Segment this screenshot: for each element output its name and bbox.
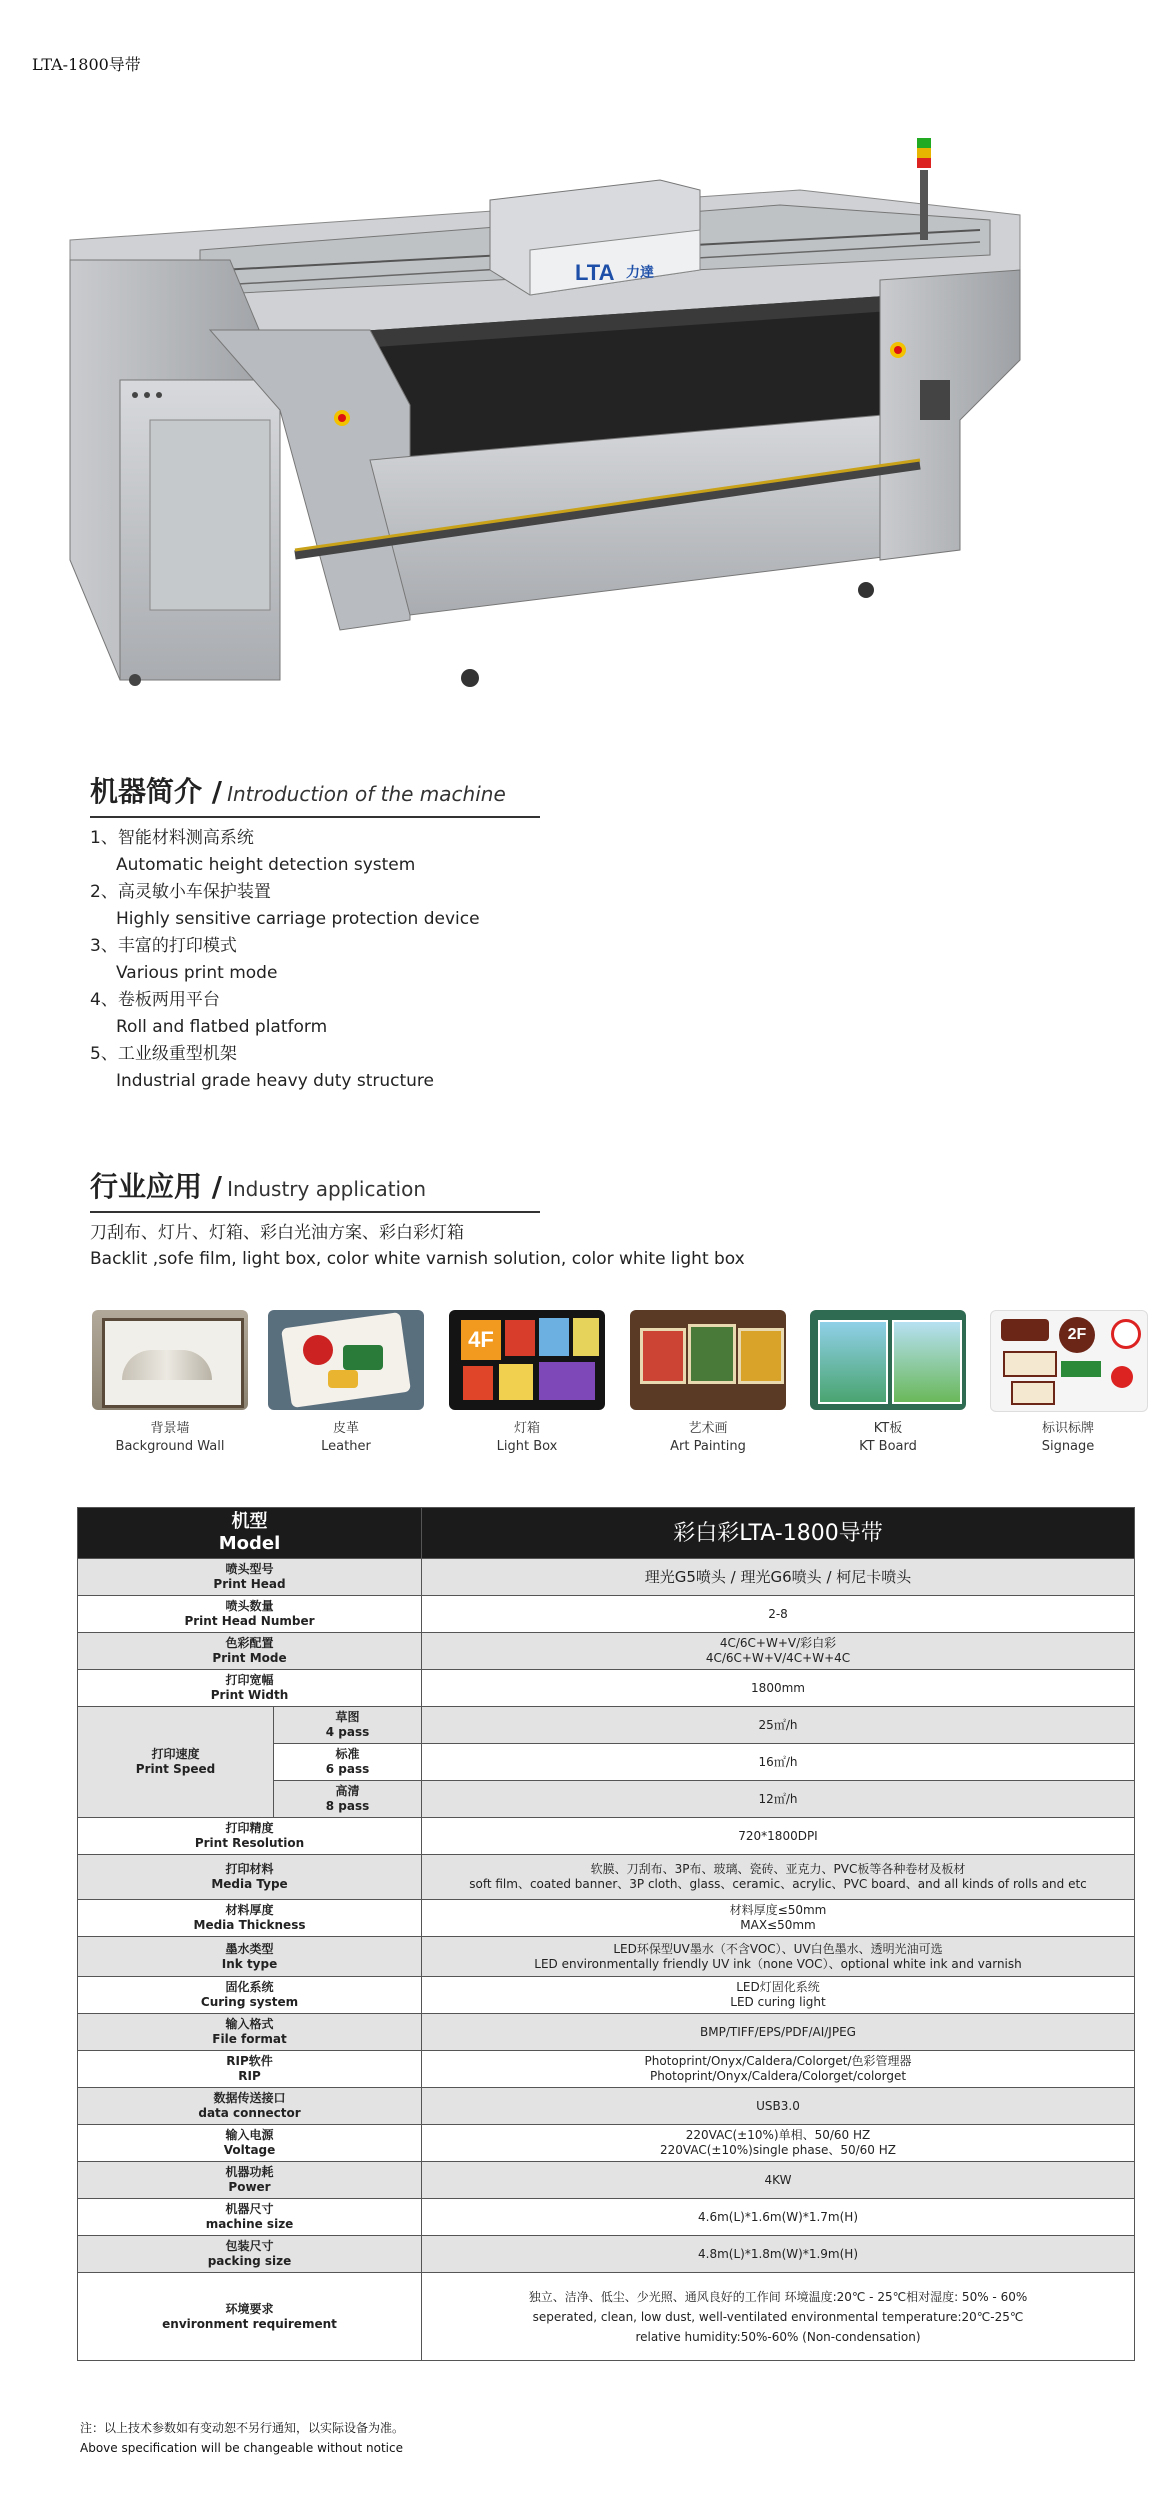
spec-label-zh: 墨水类型 [225,1941,274,1956]
spec-label [78,2014,422,2051]
spec-label-en: Power [228,2180,271,2194]
spec-row-connector [78,2088,1135,2125]
spec-sublabel-zh: 高清 [335,1784,360,1798]
spec-value: 1800mm [422,1670,1135,1707]
spec-label [78,1559,422,1596]
feature-en: Automatic height detection system [116,855,416,875]
spec-label-en: Curing system [200,1995,299,2009]
spec-label-en: Print Resolution [194,1836,305,1850]
spec-label [78,1670,422,1707]
spec-value-line: Photoprint/Onyx/Caldera/Colorget/色彩管理器 [644,2054,912,2068]
app-thumb-light-box: 4F [449,1310,605,1410]
intro-title-en: Introduction of the machine [227,782,506,806]
feature-en: Highly sensitive carriage protection device [116,909,480,929]
feature-en: Various print mode [116,963,278,983]
spec-value-line: 4C/6C+W+V/4C+W+4C [705,1651,851,1665]
spec-label-en: Media Type [211,1877,288,1891]
footnote-zh: 注：以上技术参数如有变动恕不另行通知，以实际设备为准。 [80,2421,405,2435]
spec-label [78,1707,274,1818]
app-caption-en: Background Wall [115,1439,225,1454]
spec-sublabel-zh: 标准 [335,1747,360,1761]
feature-item [90,933,480,987]
spec-sublabel-en: 8 pass [325,1799,370,1813]
spec-label-en: Ink type [221,1956,278,1971]
spec-label-zh: 打印精度 [225,1821,274,1835]
spec-label-en: Print Head Number [184,1614,315,1628]
spec-value-line: LED curing light [730,1995,826,2009]
app-caption [990,1420,1146,1456]
intro-title-zh: 机器简介 / [90,775,222,808]
svg-text:力達: 力達 [626,265,654,281]
spec-label-zh: 打印宽幅 [225,1673,274,1687]
spec-row-media-type [78,1855,1135,1900]
feature-item [90,825,480,879]
app-caption-zh: 艺术画 [688,1421,728,1436]
spec-value-line: LED环保型UV墨水（不含VOC）、UV白色墨水、透明光油可选 [613,1941,943,1956]
spec-row-machine-size [78,2199,1135,2236]
feature-zh: 1、智能材料测高系统 [90,828,254,848]
spec-label [78,2051,422,2088]
spec-label [78,2273,422,2361]
spec-row-environment [78,2273,1135,2361]
industry-section-header [90,1165,540,1213]
spec-value: USB3.0 [422,2088,1135,2125]
spec-label [78,1900,422,1937]
spec-label-zh: 打印速度 [151,1747,200,1761]
spec-label-en: File format [212,2032,287,2046]
spec-value [422,1855,1135,1900]
spec-value: 4KW [422,2162,1135,2199]
spec-value-line: soft film、coated banner、3P cloth、glass、ceramic、acrylic、PVC board、and all kinds of rolls and etc [469,1877,1087,1891]
spec-value-line: 独立、洁净、低尘、少光照、通风良好的工作间 环境温度:20℃ - 25℃相对湿度: 50% - 60% [528,2289,1028,2304]
spec-row-print-speed [78,1707,1135,1744]
spec-label-en: packing size [207,2254,292,2268]
feature-zh: 2、高灵敏小车保护装置 [90,882,271,902]
spec-value [422,2125,1135,2162]
app-thumb-leather [268,1310,424,1410]
spec-value [422,2051,1135,2088]
spec-row-media-thickness [78,1900,1135,1937]
spec-value: 理光G5喷头 / 理光G6喷头 / 柯尼卡喷头 [422,1559,1135,1596]
spec-label-en: data connector [198,2106,301,2120]
spec-label [78,2125,422,2162]
spec-value-line: LED灯固化系统 [736,1980,820,1994]
spec-label-zh: RIP软件 [226,2054,273,2068]
spec-label [78,1596,422,1633]
spec-label [78,1633,422,1670]
spec-label-zh: 喷头数量 [225,1599,274,1613]
app-caption [810,1420,966,1456]
spec-value-line: 220VAC(±10%)single phase、50/60 HZ [660,2143,897,2157]
footnote-en: Above specification will be changeable without notice [80,2441,403,2455]
spec-sublabel [274,1707,422,1744]
app-thumb-kt-board [810,1310,966,1410]
app-thumb-art-painting [630,1310,786,1410]
spec-label-en: Print Width [210,1688,289,1702]
spec-sublabel-en: 6 pass [325,1762,370,1776]
spec-sublabel-zh: 草图 [335,1710,360,1724]
spec-value: BMP/TIFF/EPS/PDF/AI/JPEG [422,2014,1135,2051]
app-caption-zh: 标识标牌 [1041,1421,1094,1436]
spec-label-zh: 机器尺寸 [225,2202,274,2216]
spec-row-packing-size [78,2236,1135,2273]
feature-zh: 5、工业级重型机架 [90,1044,237,1064]
spec-label [78,1855,422,1900]
spec-value [422,1977,1135,2014]
industry-desc-en: Backlit ,sofe film, light box, color white varnish solution, color white light box [90,1249,745,1269]
model-label: LTA-1800导带 [32,55,141,74]
industry-title-zh: 行业应用 / [90,1170,222,1203]
feature-en: Industrial grade heavy duty structure [116,1071,435,1091]
spec-header-en: Model [218,1533,281,1554]
spec-value-line: 220VAC(±10%)单相、50/60 HZ [685,2128,871,2142]
feature-zh: 3、丰富的打印模式 [90,936,237,956]
feature-zh: 4、卷板两用平台 [90,990,220,1010]
spec-label-en: Print Head [213,1577,286,1591]
spec-value-line: Photoprint/Onyx/Caldera/Colorget/colorget [649,2069,907,2083]
app-caption-zh: 皮革 [332,1421,359,1436]
spec-label-zh: 输入格式 [225,2017,274,2031]
spec-row-file-format [78,2014,1135,2051]
printer-machine-image [60,120,1040,690]
spec-value: 16㎡/h [422,1744,1135,1781]
spec-value: 720*1800DPI [422,1818,1135,1855]
spec-value-line: MAX≤50mm [740,1918,816,1932]
spec-label-zh: 机器功耗 [225,2165,274,2179]
spec-header-model-value: 彩白彩LTA-1800导带 [422,1508,1135,1559]
app-caption-zh: KT板 [873,1421,903,1436]
spec-value [422,1900,1135,1937]
spec-sublabel [274,1781,422,1818]
app-caption-en: Signage [1041,1439,1095,1454]
app-thumb-signage: 2F [990,1310,1148,1412]
spec-label [78,2199,422,2236]
spec-value [422,1937,1135,1977]
app-thumb-background-wall [92,1310,248,1410]
spec-value: 4.6m(L)*1.6m(W)*1.7m(H) [422,2199,1135,2236]
spec-row-curing [78,1977,1135,2014]
spec-value: 4.8m(L)*1.8m(W)*1.9m(H) [422,2236,1135,2273]
spec-row-head-number [78,1596,1135,1633]
spec-label [78,1977,422,2014]
spec-label-en: Print Speed [135,1762,216,1776]
app-caption [449,1420,605,1456]
spec-value-line: LED environmentally friendly UV ink（none VOC）、optional white ink and varnish [534,1956,1022,1971]
spec-value-line: 4C/6C+W+V/彩白彩 [719,1636,837,1650]
spec-label [78,2162,422,2199]
spec-label-en: Media Thickness [193,1918,306,1932]
app-caption [268,1420,424,1456]
footnote [80,2418,404,2458]
spec-value: 2-8 [422,1596,1135,1633]
spec-label-zh: 包装尺寸 [225,2239,274,2253]
spec-label-zh: 材料厚度 [225,1903,274,1917]
spec-label-zh: 色彩配置 [225,1636,274,1650]
spec-label-zh: 输入电源 [225,2128,274,2142]
spec-label [78,2236,422,2273]
spec-label-zh: 打印材料 [225,1862,274,1876]
spec-label [78,1937,422,1977]
spec-row-print-width [78,1670,1135,1707]
spec-value [422,2273,1135,2361]
app-caption-zh: 背景墙 [150,1421,190,1436]
spec-label-zh: 固化系统 [225,1980,274,1994]
app-caption-en: Art Painting [670,1439,746,1454]
spec-row-rip [78,2051,1135,2088]
app-caption-en: KT Board [859,1439,917,1454]
spec-label-zh: 数据传送接口 [213,2091,286,2105]
app-caption-zh: 灯箱 [513,1421,540,1436]
spec-row-print-mode [78,1633,1135,1670]
spec-label-en: machine size [205,2217,294,2231]
feature-en: Roll and flatbed platform [116,1017,328,1037]
industry-description [90,1220,745,1272]
spec-label-zh: 环境要求 [225,2301,274,2316]
svg-text:LTA: LTA [575,260,615,285]
app-caption-en: Light Box [496,1439,558,1454]
spec-value: 12㎡/h [422,1781,1135,1818]
feature-item [90,879,480,933]
spec-row-voltage [78,2125,1135,2162]
spec-label-en: Print Mode [212,1651,287,1665]
spec-label [78,1818,422,1855]
spec-row-power [78,2162,1135,2199]
spec-header-zh: 机型 [231,1511,268,1532]
app-caption [92,1420,248,1456]
app-caption-en: Leather [321,1439,371,1454]
spec-value-line: 软膜、刀刮布、3P布、玻璃、瓷砖、亚克力、PVC板等各种卷材及板材 [590,1862,966,1876]
spec-value-line: seperated, clean, low dust, well-ventilated environmental temperature:20℃-25℃ [532,2309,1024,2324]
spec-row-print-head [78,1559,1135,1596]
spec-value [422,1633,1135,1670]
feature-item [90,1041,480,1095]
feature-item [90,987,480,1041]
spec-header-label [78,1508,422,1559]
industry-desc-zh: 刀刮布、灯片、灯箱、彩白光油方案、彩白彩灯箱 [90,1223,464,1243]
spec-label-en: environment requirement [162,2316,337,2331]
spec-header-row [78,1508,1135,1559]
industry-title-en: Industry application [227,1177,427,1201]
spec-label-en: Voltage [223,2143,276,2157]
spec-sublabel [274,1744,422,1781]
spec-row-ink-type [78,1937,1135,1977]
feature-list [90,825,480,1095]
spec-value-line: relative humidity:50%-60% (Non-condensation) [635,2329,921,2344]
spec-label-zh: 喷头型号 [225,1562,274,1576]
app-caption [630,1420,786,1456]
spec-label [78,2088,422,2125]
spec-table [77,1507,1135,2361]
intro-section-header [90,770,540,818]
spec-value-line: 材料厚度≤50mm [729,1903,827,1917]
spec-value: 25㎡/h [422,1707,1135,1744]
spec-sublabel-en: 4 pass [325,1725,370,1739]
spec-label-en: RIP [238,2069,261,2083]
spec-row-resolution [78,1818,1135,1855]
